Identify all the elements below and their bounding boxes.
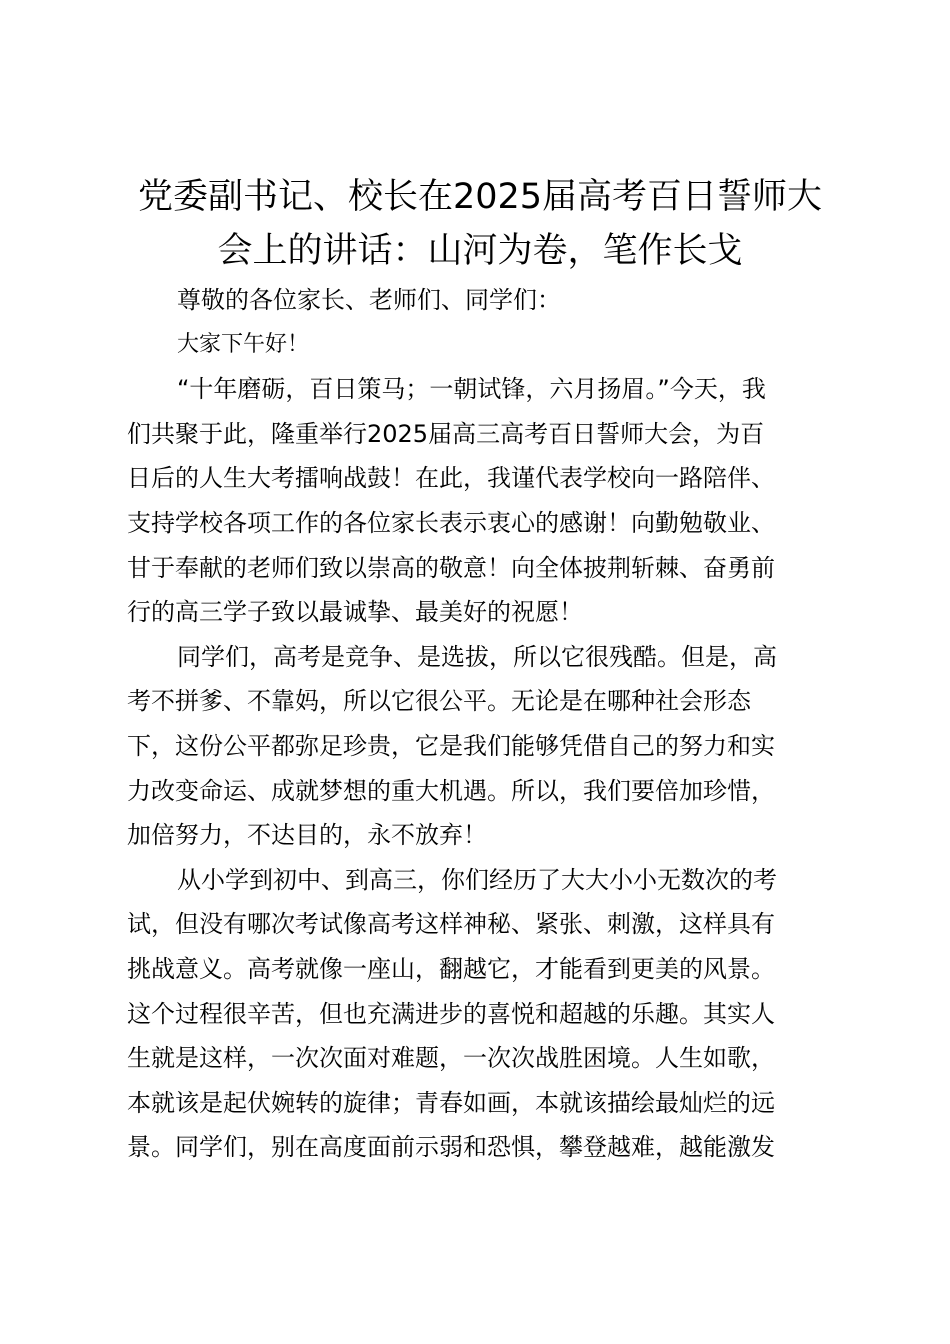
paragraph-line: 日后的人生大考擂响战鼓！在此，我谨代表学校向一路陪伴、 — [127, 464, 775, 493]
title-line: 党委副书记、校长在2025届高考百日誓师大 — [137, 177, 823, 217]
title-line: 会上的讲话：山河为卷，笔作长戈 — [217, 231, 743, 271]
paragraph-line: 考不拼爹、不靠妈，所以它很公平。无论是在哪种社会形态 — [127, 687, 751, 716]
paragraph-line: 本就该是起伏婉转的旋律；青春如画，本就该描绘最灿烂的远 — [127, 1088, 775, 1117]
paragraph-line: 景。同学们，别在高度面前示弱和恐惧，攀登越难，越能激发 — [127, 1133, 775, 1162]
paragraph-line: 甘于奉献的老师们致以崇高的敬意！向全体披荆斩棘、奋勇前 — [127, 553, 775, 582]
paragraph-line: 行的高三学子致以最诚挚、最美好的祝愿！ — [127, 598, 583, 627]
paragraph-line: 支持学校各项工作的各位家长表示衷心的感谢！向勤勉敬业、 — [127, 508, 775, 537]
paragraph-line: 们共聚于此，隆重举行2025届高三高考百日誓师大会，为百 — [127, 419, 765, 448]
paragraph-line: 同学们，高考是竞争、是选拔，所以它很残酷。但是，高 — [177, 642, 777, 671]
salutation: 尊敬的各位家长、老师们、同学们： — [177, 286, 561, 314]
paragraph-line: 下，这份公平都弥足珍贵，它是我们能够凭借自己的努力和实 — [127, 731, 775, 760]
paragraph-line: 这个过程很辛苦，但也充满进步的喜悦和超越的乐趣。其实人 — [127, 999, 775, 1028]
paragraph-line: 生就是这样，一次次面对难题，一次次战胜困境。人生如歌， — [127, 1044, 775, 1073]
paragraph-line: “十年磨砺，百日策马；一朝试锋，六月扬眉。”今天，我 — [177, 375, 766, 404]
paragraph-line: 挑战意义。高考就像一座山，翻越它，才能看到更美的风景。 — [127, 954, 775, 983]
paragraph-line: 从小学到初中、到高三，你们经历了大大小小无数次的考 — [177, 865, 777, 894]
paragraph-line: 加倍努力，不达目的，永不放弃！ — [127, 821, 487, 850]
paragraph-line: 试，但没有哪次考试像高考这样神秘、紧张、刺激，这样具有 — [127, 910, 775, 939]
document-title — [120, 170, 840, 278]
paragraph-line: 力改变命运、成就梦想的重大机遇。所以，我们要倍加珍惜， — [127, 776, 775, 805]
document-body — [127, 278, 827, 1170]
greeting: 大家下午好！ — [177, 331, 310, 357]
